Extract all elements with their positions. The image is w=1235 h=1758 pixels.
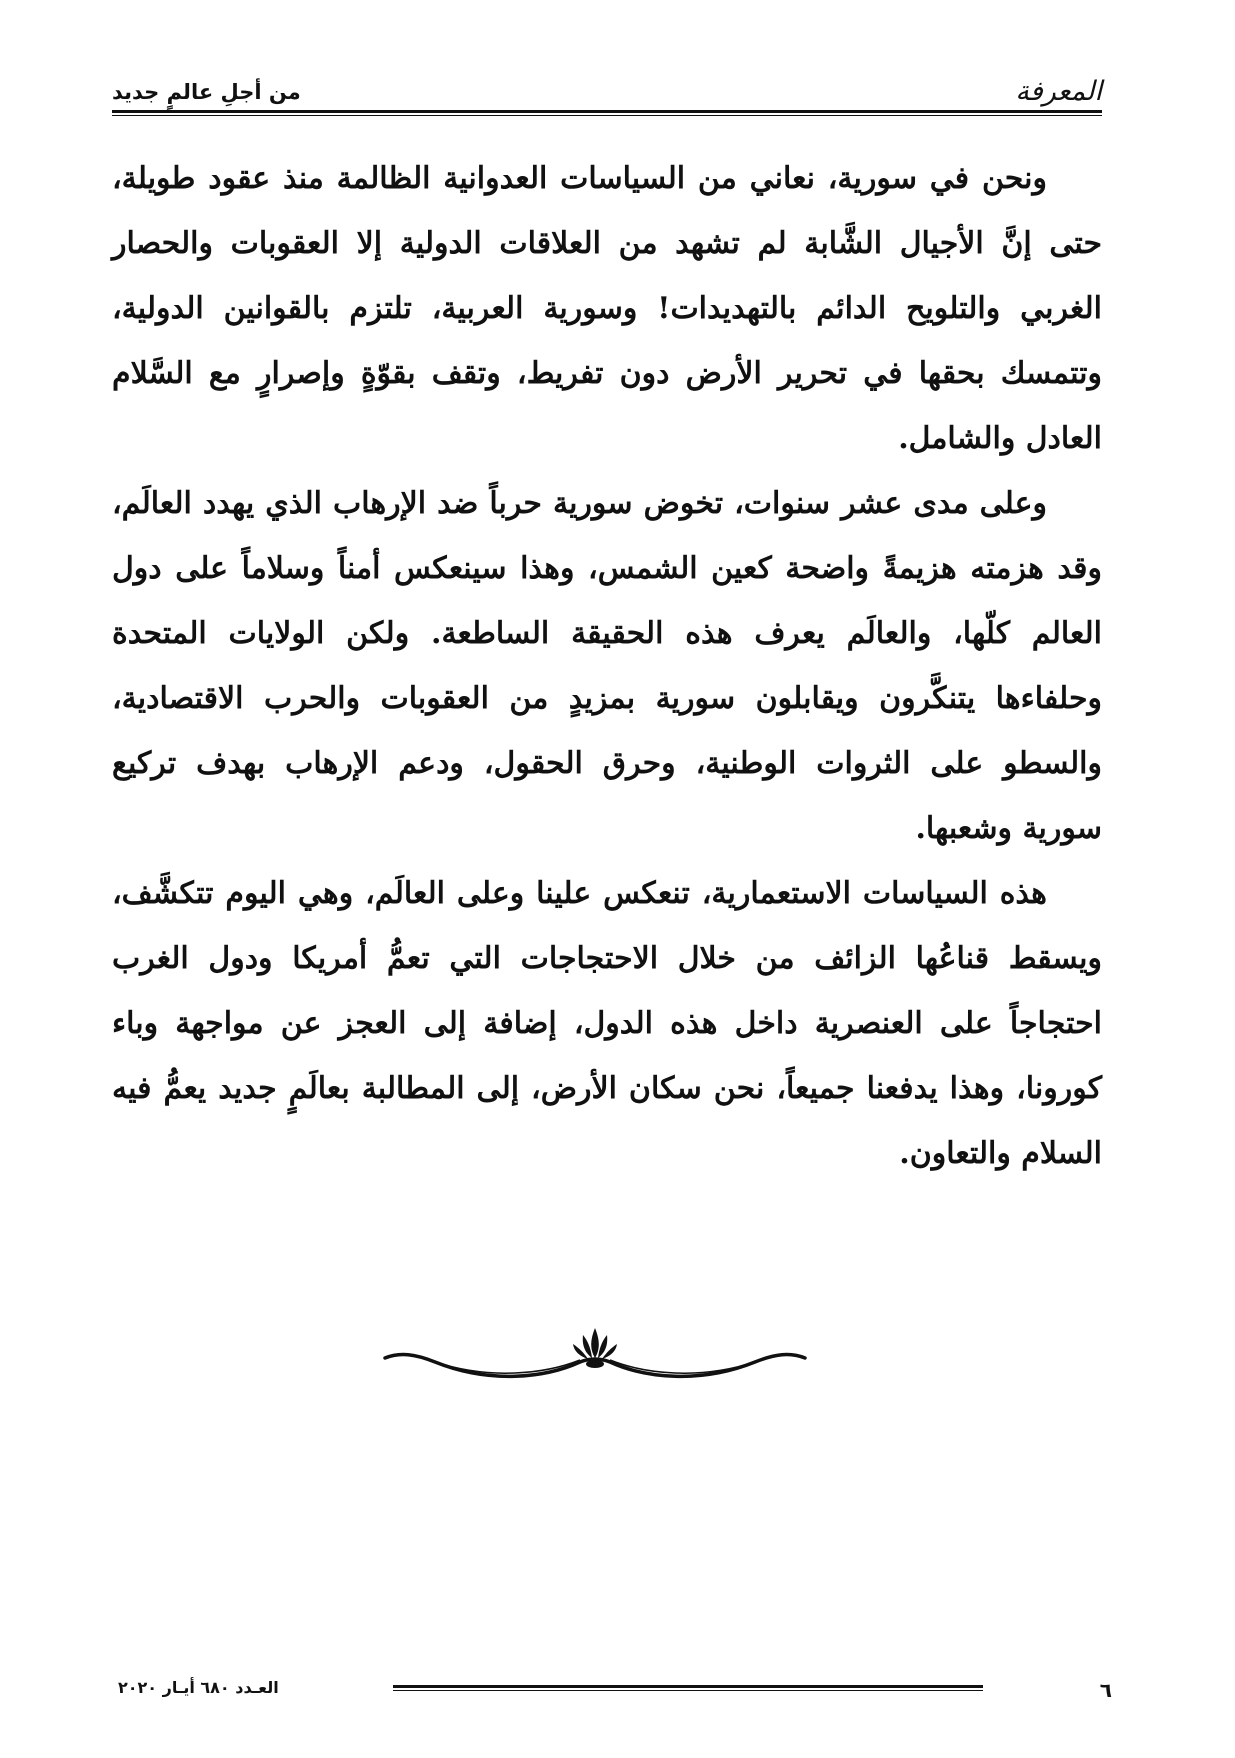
article-body xyxy=(112,146,1102,1186)
page-number: ٦ xyxy=(1099,1678,1112,1702)
end-ornament-icon xyxy=(380,1318,810,1388)
page-header xyxy=(112,68,1102,112)
issue-label: العـدد ٦٨٠ أيـار ٢٠٢٠ xyxy=(118,1678,279,1697)
journal-logo: المعرفة xyxy=(1015,76,1102,107)
paragraph-1: ونحن في سورية، نعاني من السياسات العدوانية الظالمة منذ عقود طويلة، حتى إنَّ الأجيال الشَّابة لم تشهد من العلاقات الدولية إلا العقوبات والحصار الغربي والتلويح الدائم بالتهديدات! وسورية العربية، تلتزم بالقوانين الدولية، وتتمسك بحقها في تحرير الأرض دون تفريط، وتقف بقوّةٍ وإصرارٍ مع السَّلام العادل والشامل. xyxy=(112,161,1102,456)
running-title: من أجلِ عالمٍ جديد xyxy=(112,80,301,104)
paragraph-3: هذه السياسات الاستعمارية، تنعكس علينا وعلى العالَم، وهي اليوم تتكشَّف، ويسقط قناعُها الزائف من خلال الاحتجاجات التي تعمُّ أمريكا ودول الغرب احتجاجاً على العنصرية داخل هذه الدول، إضافة إلى العجز عن مواجهة وباء كورونا، وهذا يدفعنا جميعاً، نحن سكان الأرض، إلى المطالبة بعالَمٍ جديد يعمُّ فيه السلام والتعاون. xyxy=(112,876,1102,1171)
paragraph-2: وعلى مدى عشر سنوات، تخوض سورية حرباً ضد الإرهاب الذي يهدد العالَم، وقد هزمته هزيمةً واضحة كعين الشمس، وهذا سينعكس أمناً وسلاماً على دول العالم كلّها، والعالَم يعرف هذه الحقيقة الساطعة. ولكن الولايات المتحدة وحلفاءها يتنكَّرون ويقابلون سورية بمزيدٍ من العقوبات والحرب الاقتصادية، والسطو على الثروات الوطنية، وحرق الحقول، ودعم الإرهاب بهدف تركيع سورية وشعبها. xyxy=(112,486,1102,846)
header-rule xyxy=(112,110,1102,115)
footer-rule xyxy=(393,1685,983,1691)
